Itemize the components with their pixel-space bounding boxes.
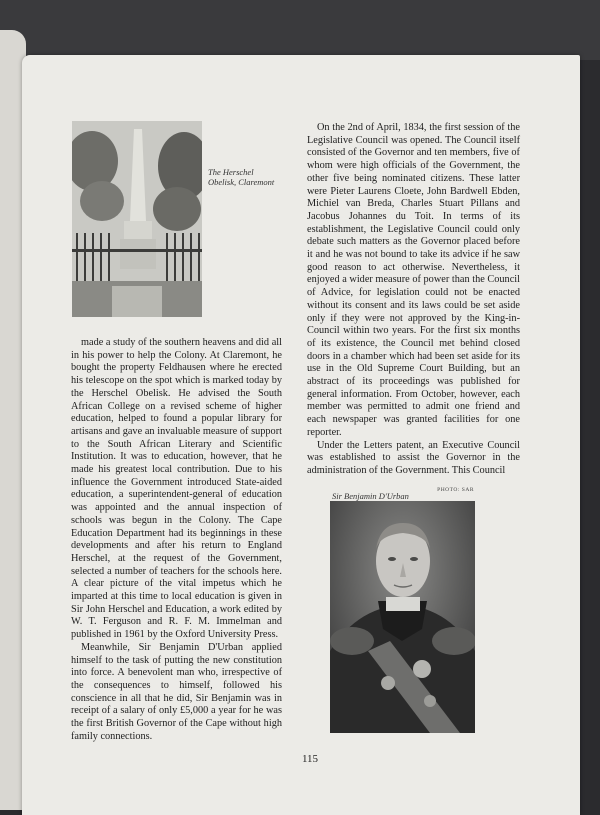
obelisk-caption [208,167,298,187]
left-paragraph-1: made a study of the southern heavens and did all in his power to help the Colony. At Claremont, he bought the property Feldhausen where he erected his telescope on the spot which is marked today by the Herschel Obelisk. He advised the South African College on a revised scheme of higher education, helped to found a popular library for artisans and gave an invaluable measure of support to the South African Literary and Scientific Institution. It was to education, however, that he made his greatest local contribution. Due to his influence the Government introduced State-aided education, a superintendent-general of education was appointed and the annual inspection of schools was begun in the Colony. The Cape Education Department had its beginnings in these developments and after his return to England Herschel, at the request of the Government, selected a number of teachers for the schools here. A clear picture of the vital impetus which he imparted at this time to local education is given in Sir John Herschel and Education, a work edited by W. T. Ferguson and R. F. M. Immelman and published in 1961 by the Oxford University Press. [71,337,282,641]
right-paragraph-1: On the 2nd of April, 1834, the first session of the Legislative Council was opened. The Council itself consisted of the Governor and ten members, five of whom were high officials of the Government, the other five being nominated citizens. These latter were Pieter Laurens Cloete, John Bardwell Ebden, Michiel van Breda, Charles Stuart Pillans and Jacobus Johannes du Toit. In terms of its establishment, the Legislative Council could only debate such matters as the Governor placed before it and he was not bound to take its advice if he saw good reason to act otherwise. Nevertheless, it enjoyed a wider measure of power than the Council of Advice, for legislation could not be enacted without its consent and its laws could be set aside only if they were not approved by the King-in-Council within two years. For the first six months of its existence, the Council met behind closed doors in a chamber which had been set aside for its use in the Old Supreme Court Building, but an abstract of its proceedings was published for general information. From October, however, each member was permitted to admit one friend and each newspaper was granted facilities for one reporter. [307,122,520,438]
photo-credit: PHOTO: SAR [437,487,474,493]
left-text-column [71,337,282,744]
durban-portrait [330,501,475,733]
right-paragraph-2: Under the Letters patent, an Executive Council was established to assist the Governor in the administration of the Government. This Council [307,439,520,476]
left-paragraph-2: Meanwhile, Sir Benjamin D'Urban applied himself to the task of putting the new constitution into force. A benevolent man who, irrespective of the consequences to himself, followed his conscience in all that he did, Sir Benjamin was in receipt of a salary of only £5,000 a year for he was the first British Governor of the Cape without high family connections. [71,641,282,742]
durban-caption: Sir Benjamin D'Urban [332,491,409,501]
obelisk-caption-line-2: Obelisk, Claremont [208,177,275,187]
obelisk-caption-line-1: The Herschel [208,167,254,177]
right-text-column [307,122,520,478]
page-number: 115 [301,753,319,765]
book-page [22,55,580,815]
background-top [0,0,600,60]
herschel-obelisk-photo [72,121,202,317]
